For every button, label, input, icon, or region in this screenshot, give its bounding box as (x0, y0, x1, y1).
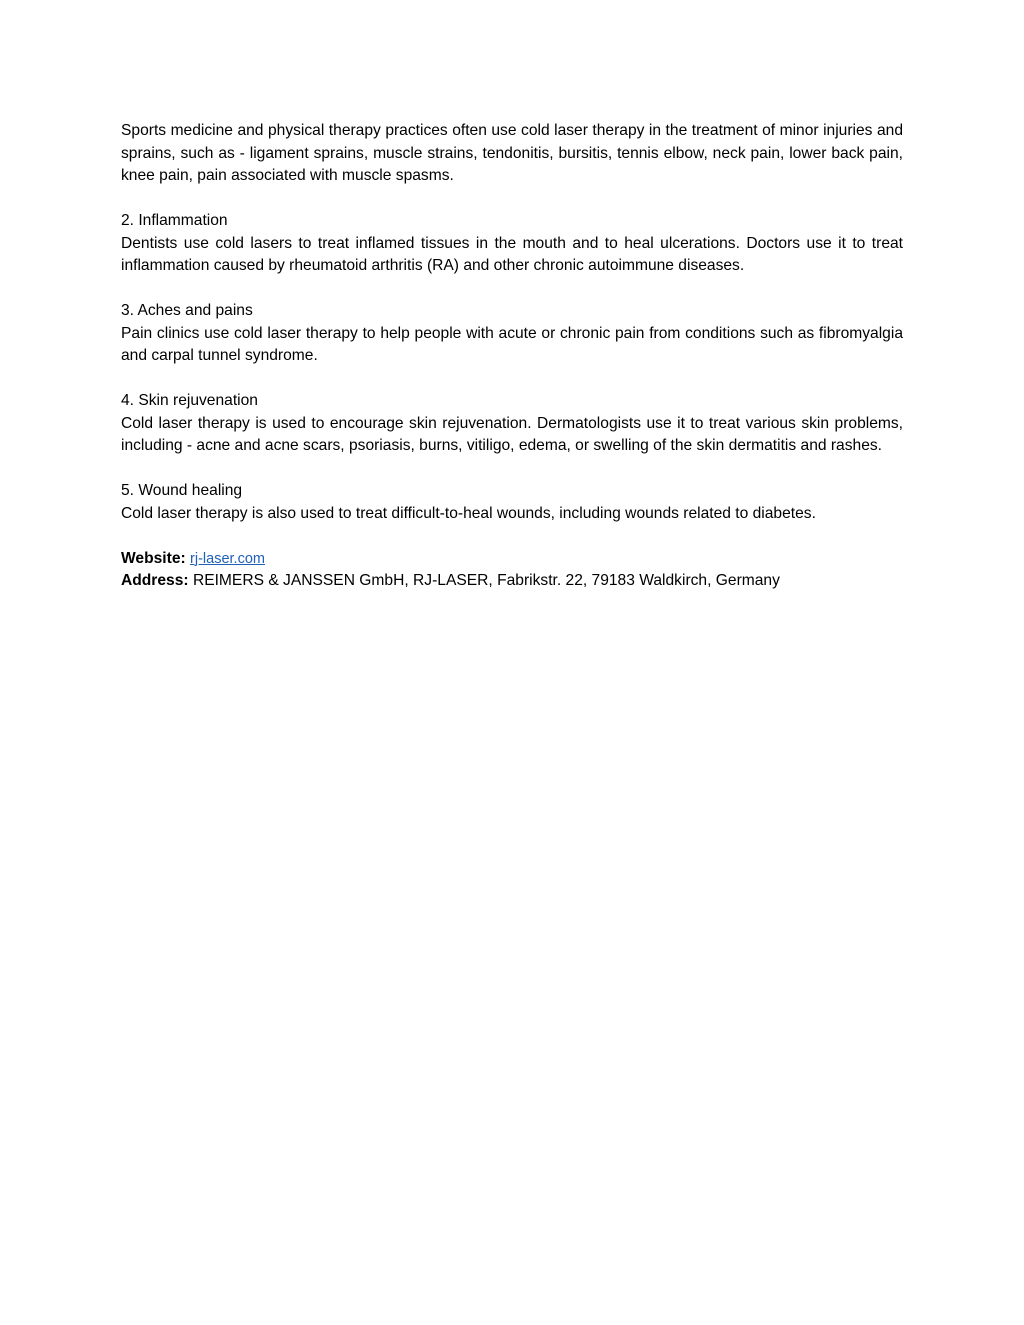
website-link[interactable]: rj-laser.com (190, 550, 265, 567)
section-heading: 2. Inflammation (121, 212, 228, 229)
address-line (121, 570, 903, 593)
section-body: Cold laser therapy is used to encourage skin rejuvenation. Dermatologists use it to treat various skin problems, including - acne and acne scars, psoriasis, burns, vitiligo, edema, or swelling of the skin dermatitis and rashes. (121, 414, 903, 454)
website-label: Website: (121, 549, 186, 567)
section-wound-healing (121, 480, 903, 525)
section-inflammation (121, 210, 903, 278)
contact-block (121, 548, 903, 593)
address-label: Address: (121, 572, 189, 589)
section-body: Dentists use cold lasers to treat inflamed tissues in the mouth and to heal ulcerations. Doctors use it to treat inflammation caused by rheumatoid arthritis (RA) and other chronic autoimmune diseases. (121, 234, 903, 274)
intro-paragraph: Sports medicine and physical therapy practices often use cold laser therapy in the treatment of minor injuries and sprains, such as - ligament sprains, muscle strains, tendonitis, bursitis, tennis elbow, neck pain, lower back pain, knee pain, pain associated with muscle spasms. (121, 122, 903, 184)
section-body: Cold laser therapy is also used to treat difficult-to-heal wounds, including wounds related to diabetes. (121, 504, 816, 522)
section-heading: 4. Skin rejuvenation (121, 392, 258, 409)
section-heading: 3. Aches and pains (121, 302, 253, 319)
website-line (121, 548, 903, 571)
section-heading: 5. Wound healing (121, 482, 243, 499)
document-page (121, 120, 903, 593)
section-aches-and-pains (121, 300, 903, 368)
section-skin-rejuvenation (121, 390, 903, 458)
section-body: Pain clinics use cold laser therapy to help people with acute or chronic pain from conditions such as fibromyalgia and carpal tunnel syndrome. (121, 324, 903, 364)
address-text: REIMERS & JANSSEN GmbH, RJ-LASER, Fabrikstr. 22, 79183 Waldkirch, Germany (192, 572, 780, 589)
